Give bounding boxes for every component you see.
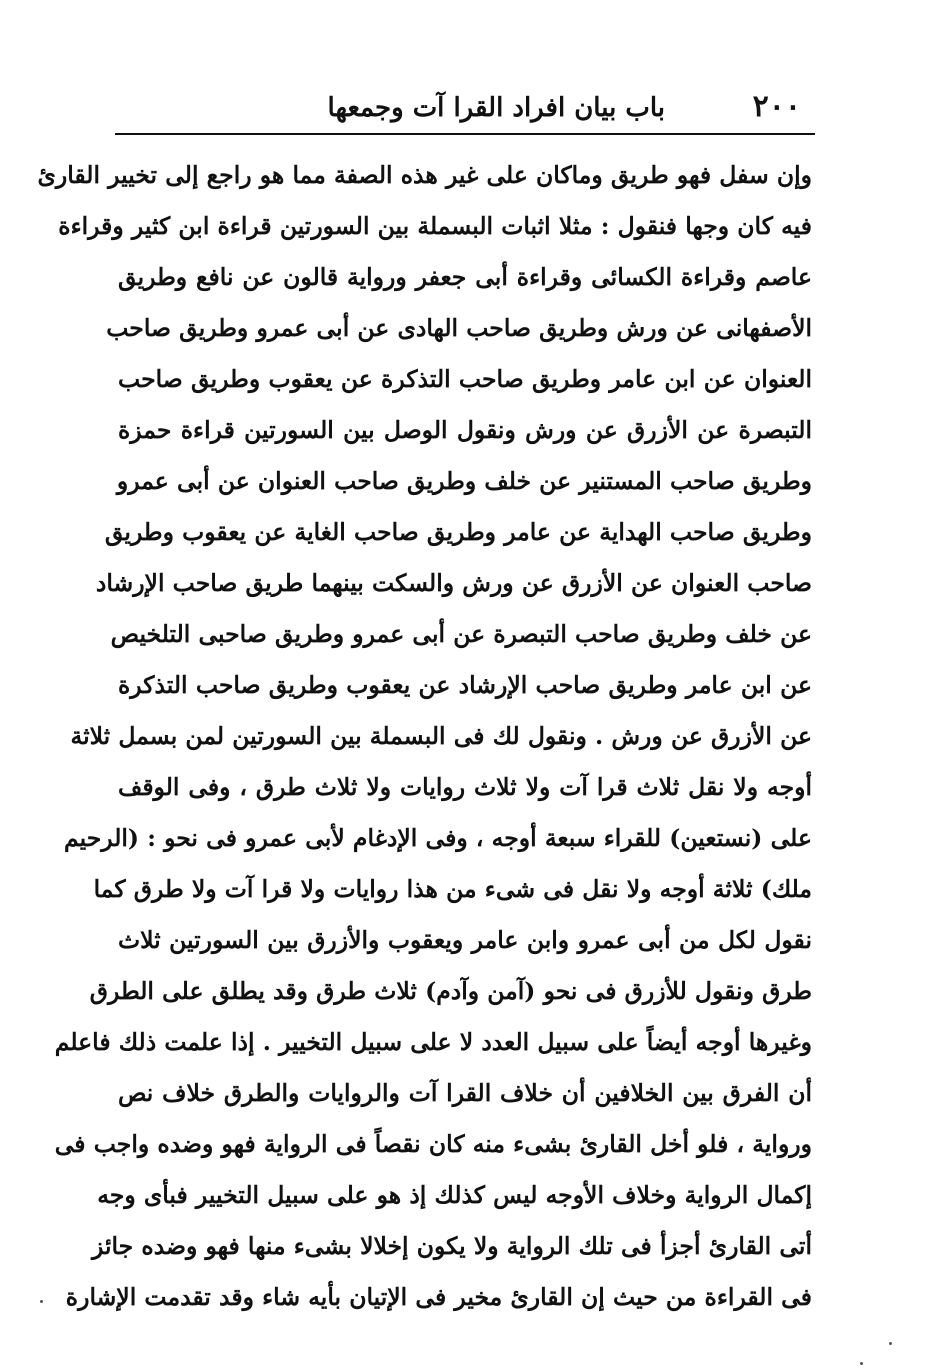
text-line: أتى القارئ أجزأ فى تلك الرواية ولا يكون إخلالا بشىء منها فهو وضده جائز: [92, 1232, 812, 1260]
running-title: باب بيان افراد القرا آت وجمعها: [327, 93, 665, 123]
scan-speck: [860, 1362, 863, 1365]
text-line: عاصم وقراءة الكسائى وقراءة أبى جعفر ورواية قالون عن نافع وطريق: [118, 263, 812, 291]
text-line: العنوان عن ابن عامر وطريق صاحب التذكرة عن يعقوب وطريق صاحب: [118, 365, 812, 393]
text-line: نقول لكل من أبى عمرو وابن عامر ويعقوب والأزرق بين السورتين ثلاث: [118, 926, 812, 954]
text-line: وطريق صاحب الهداية عن عامر وطريق صاحب الغاية عن يعقوب وطريق: [104, 518, 812, 546]
text-line: وغيرها أوجه أيضاً على سبيل العدد لا على سبيل التخيير . إذا علمت ذلك فاعلم: [54, 1028, 812, 1056]
text-line: على (نستعين) للقراء سبعة أوجه ، وفى الإدغام لأبى عمرو فى نحو : (الرحيم: [64, 824, 812, 852]
text-line: عن الأزرق عن ورش . ونقول لك فى البسملة بين السورتين لمن بسمل ثلاثة: [70, 722, 812, 750]
text-line: عن ابن عامر وطريق صاحب الإرشاد عن يعقوب وطريق صاحب التذكرة: [118, 671, 812, 699]
scan-speck: [40, 1300, 43, 1303]
text-line: أوجه ولا نقل ثلاث قرا آت ولا ثلاث روايات ولا ثلاث طرق ، وفى الوقف: [118, 773, 812, 801]
text-line: الأصفهانى عن ورش وطريق صاحب الهادى عن أبى عمرو وطريق صاحب: [106, 314, 812, 342]
header-rule: [115, 133, 815, 135]
text-line: صاحب العنوان عن الأزرق عن ورش والسكت بينهما طريق صاحب الإرشاد: [95, 569, 812, 597]
text-line: أن الفرق بين الخلافين أن خلاف القرا آت والروايات والطرق خلاف نص: [118, 1079, 812, 1107]
text-line: وطريق صاحب المستنير عن خلف وطريق صاحب العنوان عن أبى عمرو: [116, 467, 812, 495]
text-line: التبصرة عن الأزرق عن ورش ونقول الوصل بين السورتين قراءة حمزة: [118, 416, 812, 444]
text-line: فى القراءة من حيث إن القارئ مخير فى الإتيان بأيه شاء وقد تقدمت الإشارة: [65, 1283, 812, 1311]
page-number: ٢٠٠: [752, 89, 801, 124]
scan-speck: [889, 1342, 892, 1345]
text-line: ورواية ، فلو أخل القارئ بشىء منه كان نقصاً فى الرواية فهو وضده واجب فى: [54, 1130, 812, 1158]
text-line: وإن سفل فهو طريق وماكان على غير هذه الصفة مما هو راجع إلى تخيير القارئ: [37, 161, 812, 189]
page-header: [115, 84, 815, 130]
body-text: [37, 150, 812, 1323]
text-line: ملك) ثلاثة أوجه ولا نقل فى شىء من هذا روايات ولا قرا آت ولا طرق كما: [93, 875, 812, 903]
text-line: فيه كان وجها فنقول : مثلا اثبات البسملة بين السورتين قراءة ابن كثير وقراءة: [58, 212, 812, 240]
text-line: إكمال الرواية وخلاف الأوجه ليس كذلك إذ هو على سبيل التخيير فبأى وجه: [97, 1181, 812, 1209]
text-line: عن خلف وطريق صاحب التبصرة عن أبى عمرو وطريق صاحبى التلخيص: [110, 620, 812, 648]
text-line: طرق ونقول للأزرق فى نحو (آمن وآدم) ثلاث طرق وقد يطلق على الطرق: [89, 977, 812, 1005]
